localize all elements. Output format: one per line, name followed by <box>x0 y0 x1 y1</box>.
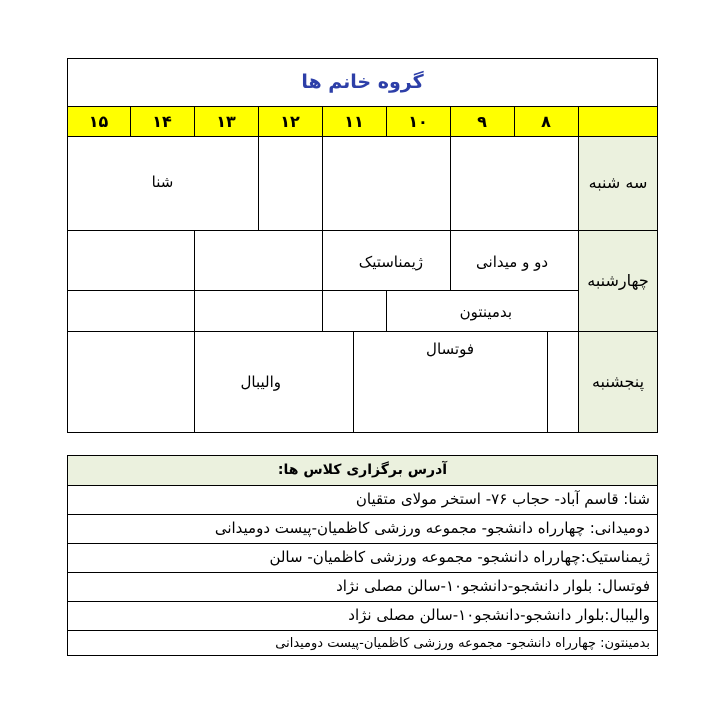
grid-line <box>194 230 195 291</box>
day-label-wednesday: چهارشنبه <box>587 271 649 290</box>
grid-line <box>450 230 451 291</box>
grid-line <box>67 485 658 486</box>
class-swimming: شنا <box>151 173 174 191</box>
grid-line <box>67 230 658 231</box>
address-title: آدرس برگزاری کلاس ها: <box>277 462 448 478</box>
grid-line <box>353 331 354 433</box>
day-label-tuesday: سه شنبه <box>588 173 648 192</box>
class-gymnastics: ژیمناستیک <box>358 253 423 271</box>
grid-line <box>322 230 323 291</box>
class-running: دو و میدانی <box>476 253 548 271</box>
grid-line <box>258 136 259 231</box>
grid-line <box>194 331 195 433</box>
grid-line <box>322 290 323 332</box>
grid-line <box>67 514 658 515</box>
class-badminton: بدمینتون <box>459 303 512 321</box>
hour-header-10: ۱۰ <box>408 112 428 131</box>
grid-line <box>194 290 195 332</box>
day-label-thursday: پنجشنبه <box>591 372 645 391</box>
hour-header-13: ۱۳ <box>216 112 236 131</box>
hour-header-11: ۱۱ <box>344 112 364 131</box>
class-futsal: فوتسال <box>426 340 474 358</box>
hour-header-12: ۱۲ <box>280 112 300 131</box>
grid-line <box>547 331 548 433</box>
grid-line <box>322 136 323 231</box>
grid-line <box>450 136 451 231</box>
page-title: گروه خانم ها <box>301 71 424 93</box>
hour-header-15: ۱۵ <box>88 112 109 131</box>
grid-line <box>67 601 658 602</box>
address-row: فوتسال: بلوار دانشجو-دانشجو۱۰-سالن مصلی نژاد <box>336 577 650 595</box>
grid-line <box>386 290 387 332</box>
hour-header-9: ۹ <box>477 112 487 131</box>
grid-line <box>67 331 658 332</box>
class-volleyball: والیبال <box>240 373 281 391</box>
grid-line <box>67 543 658 544</box>
address-row: بدمینتون: چهارراه دانشجو- مجموعه ورزشی کاظمیان-پیست دومیدانی <box>275 636 650 651</box>
address-row: شنا: قاسم آباد- حجاب ۷۶- استخر مولای متقیان <box>355 490 650 508</box>
address-row: والیبال:بلوار دانشجو-دانشجو۱۰-سالن مصلی نژاد <box>348 606 650 624</box>
hour-header-14: ۱۴ <box>152 112 172 131</box>
grid-line <box>67 136 658 137</box>
grid-line <box>67 572 658 573</box>
address-row: دومیدانی: چهارراه دانشجو- مجموعه ورزشی کاظمیان-پیست دومیدانی <box>214 519 650 537</box>
hour-header-8: ۸ <box>541 112 551 131</box>
grid-line <box>67 630 658 631</box>
address-row: ژیمناستیک:چهارراه دانشجو- مجموعه ورزشی کاظمیان- سالن <box>269 548 650 566</box>
